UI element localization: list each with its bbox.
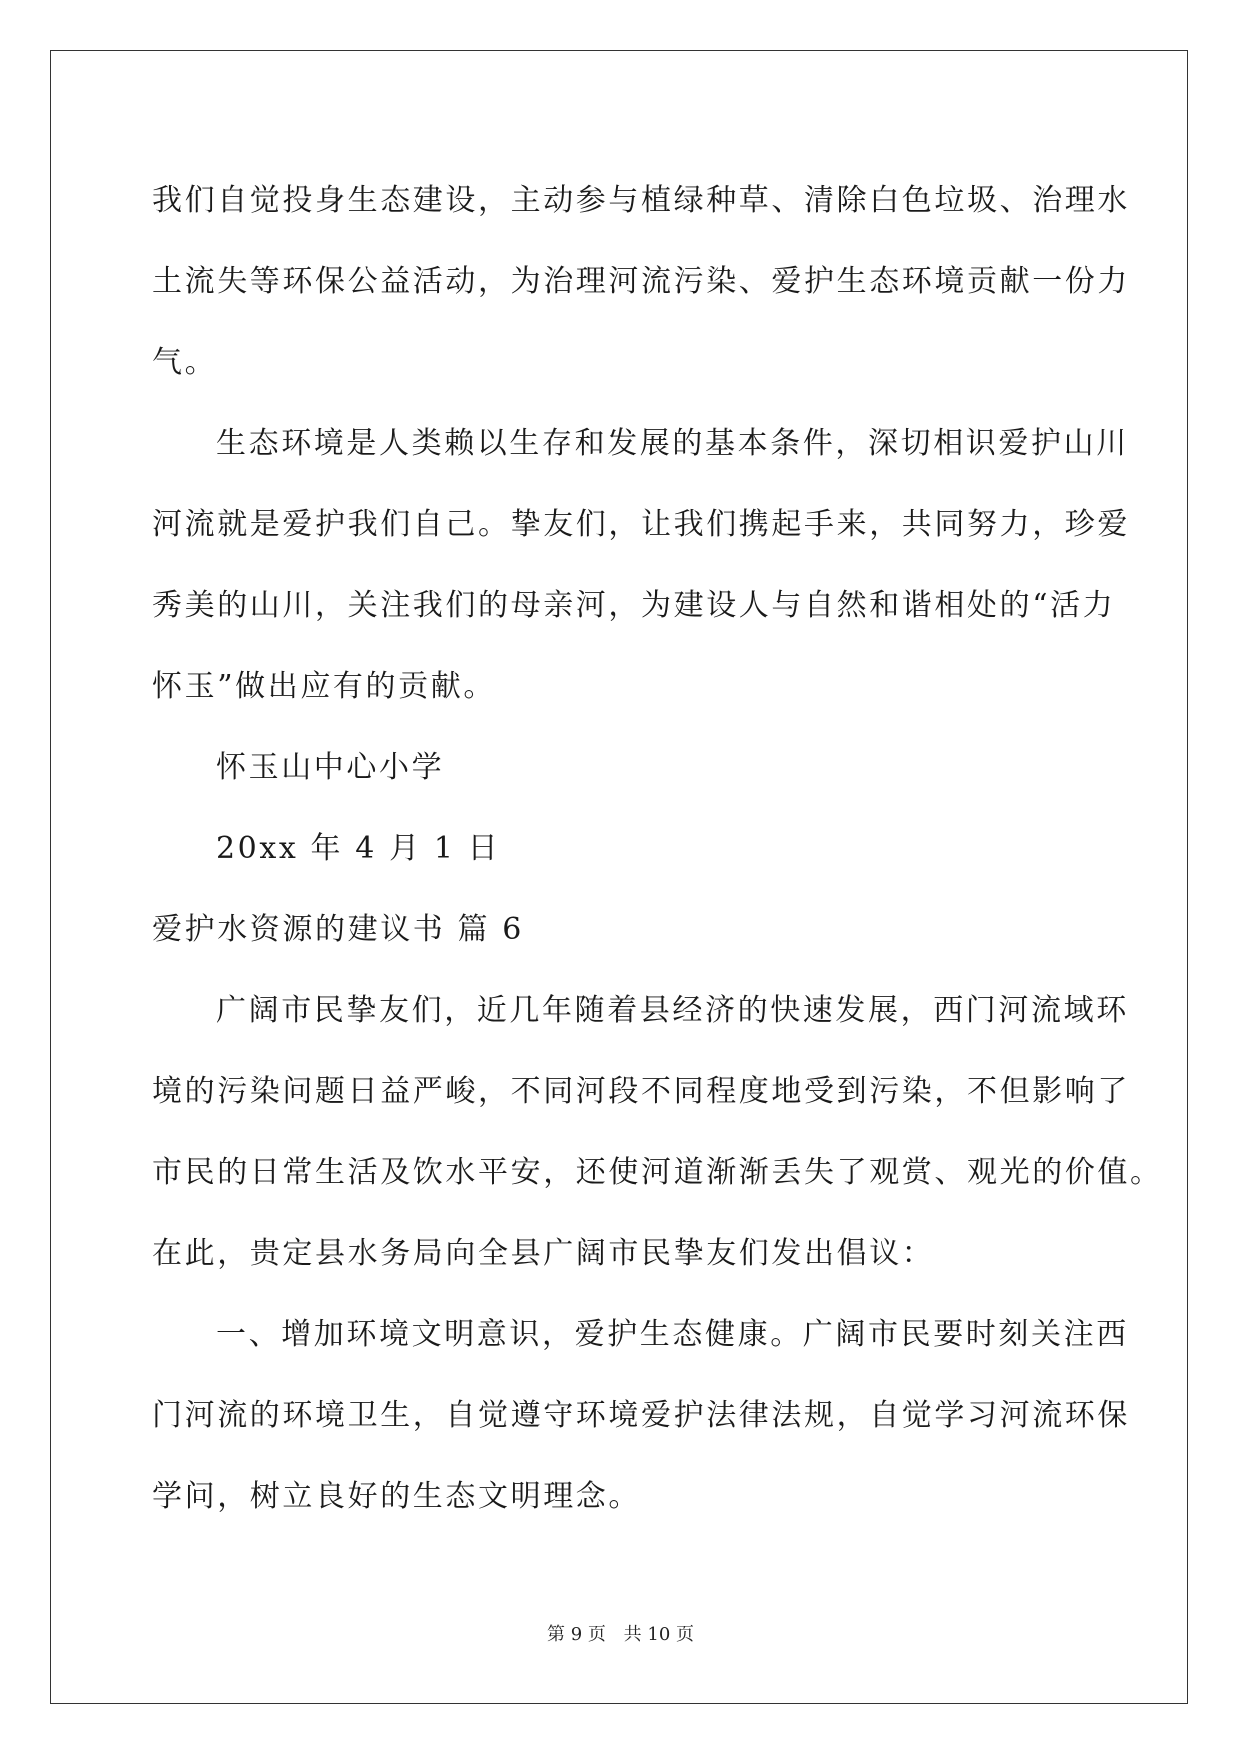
text-line: 境的污染问题日益严峻，不同河段不同程度地受到污染，不但影响了 [152, 1074, 1130, 1109]
page-number: 第 9 页 [547, 1624, 606, 1645]
document-body [152, 160, 1163, 1537]
text-line: 学问，树立良好的生态文明理念。 [152, 1479, 641, 1514]
text-line: 我们自觉投身生态建设，主动参与植绿种草、清除白色垃圾、治理水 [152, 183, 1130, 218]
text-line: 在此，贵定县水务局向全县广阔市民挚友们发出倡议： [152, 1236, 935, 1271]
date-line: 20xx 年 4 月 1 日 [216, 831, 501, 866]
section-heading: 爱护水资源的建议书 篇 6 [152, 912, 524, 947]
text-line: 市民的日常生活及饮水平安，还使河道渐渐丢失了观赏、观光的价值。 [152, 1155, 1163, 1190]
text-line: 气。 [152, 345, 218, 380]
text-line: 土流失等环保公益活动，为治理河流污染、爱护生态环境贡献一份力 [152, 264, 1130, 299]
text-line: 怀玉”做出应有的贡献。 [152, 669, 496, 704]
page-total: 共 10 页 [623, 1624, 694, 1645]
text-line: 一、增加环境文明意识，爱护生态健康。广阔市民要时刻关注西 [216, 1317, 1129, 1352]
page-footer [0, 1620, 1241, 1646]
text-line: 广阔市民挚友们，近几年随着县经济的快速发展，西门河流域环 [216, 993, 1129, 1028]
text-line: 秀美的山川，关注我们的母亲河，为建设人与自然和谐相处的“活力 [152, 588, 1116, 623]
text-line: 生态环境是人类赖以生存和发展的基本条件，深切相识爱护山川 [216, 426, 1129, 461]
text-line: 河流就是爱护我们自己。挚友们，让我们携起手来，共同努力，珍爱 [152, 507, 1130, 542]
signature-line: 怀玉山中心小学 [216, 750, 445, 785]
text-line: 门河流的环境卫生，自觉遵守环境爱护法律法规，自觉学习河流环保 [152, 1398, 1130, 1433]
